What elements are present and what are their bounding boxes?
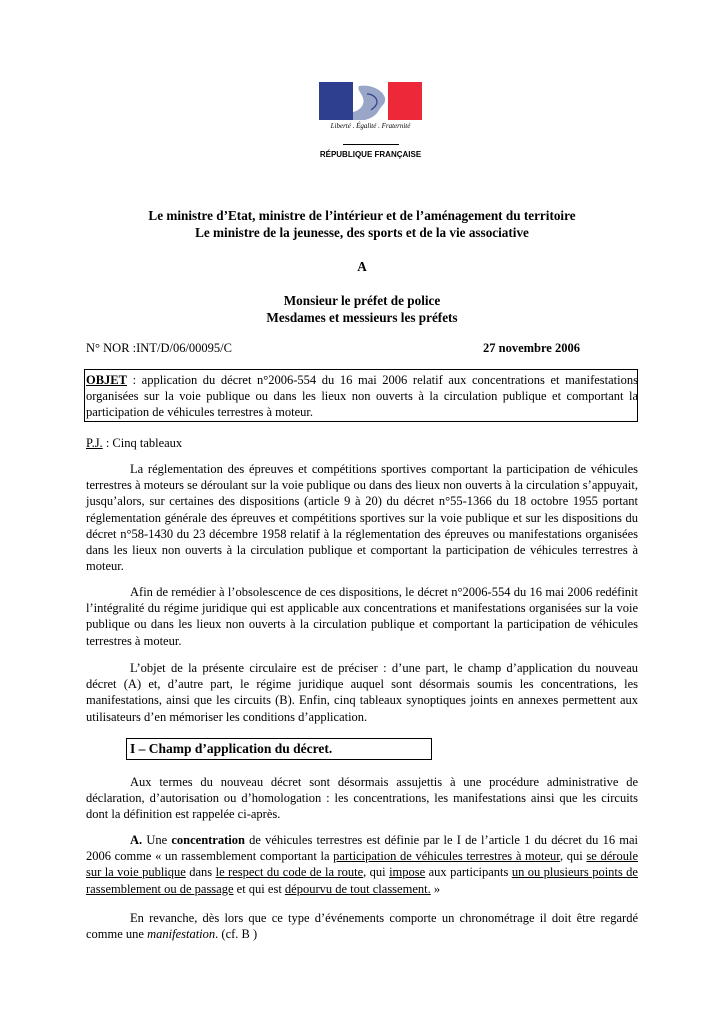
objet-paragraph [86,372,638,421]
paragraph-3: L’objet de la présente circulaire est de préciser : d’une part, le champ d’application du nouveau décret (A) et, d’autre part, le régime juridique auquel sont désormais soumis les concentrations, les manifestations, ainsi que les circuits (B). Enfin, cinq tableaux synoptiques joints en annexes permettent aux utilisateurs d’en mémoriser les conditions d’application. [86,661,638,724]
manifestation-term: manifestation [147,927,216,942]
paragraph-a-text-6: aux participants [425,865,512,880]
paragraph-a-underline-1: participation de véhicules terrestres à moteur [333,849,560,864]
paragraph-a-text-3: , qui [559,849,587,864]
paragraph-a-underline-2: se déroule sur la voie publique [86,849,638,880]
paragraph-a-text-2: de véhicules terrestres est définie par le I de l’article 1 du décret du 16 mai 2006 comme « un rassemblement comportant la [86,833,638,864]
marianne-logo [319,82,422,120]
pj-line [86,435,638,451]
section-title: I – Champ d’application du décret. [130,741,333,756]
paragraph-last-text-1: En revanche, dès lors que ce type d’événements comporte un chronométrage il doit être regardé comme une [86,911,638,942]
republique-francaise-label: RÉPUBLIQUE FRANÇAISE [319,150,422,159]
pj-text: : Cinq tableaux [102,436,183,450]
document-date: 27 novembre 2006 [483,341,580,355]
paragraph-a-underline-6: dépourvu de tout classement. [284,881,431,896]
paragraph-4: Aux termes du nouveau décret sont désormais assujettis à une procédure administrative de déclaration, d’autorisation ou d’homologation : les concentrations, les manifestations ainsi que les circuits dont la définition est rappelée ci-après. [86,775,638,822]
paragraph-a [86,832,638,897]
paragraph-2: Afin de remédier à l’obsolescence de ces dispositions, le décret n°2006-554 du 16 mai 2006 redéfinit l’intégralité du régime juridique qui est applicable aux concentrations et manifestations organisées sur la voie publique ou dans les lieux non ouverts à la circulation publique et comportant la participation de véhicules terrestres à moteur. [86,585,638,648]
recipient-line-1: Monsieur le préfet de police [283,293,441,308]
header-divider [343,144,399,145]
objet-text: : application du décret n°2006-554 du 16 mai 2006 relatif aux concentrations et manifestations organisées sur la voie publique ou dans les lieux non ouverts à la circulation publique et comportant la participation de véhicules terrestres à moteur. [86,373,638,420]
sender-line-1: Le ministre d’Etat, ministre de l’intérieur et de l’aménagement du territoire [148,208,576,223]
paragraph-a-underline-3: le respect du code de la route [215,865,364,880]
concentration-term: concentration [171,833,245,847]
paragraph-a-text-8: » [430,881,441,896]
pj-label: P.J. [86,436,103,450]
paragraph-a-underline-5: un ou plusieurs points de rassemblement ou de passage [86,865,638,896]
paragraph-a-text-5: , qui [363,865,390,880]
paragraph-a-underline-4: impose [389,865,426,880]
paragraph-last [86,910,638,942]
paragraph-last-text-2: . (cf. B ) [215,927,258,942]
sender-line-2: Le ministre de la jeunesse, des sports et de la vie associative [195,225,529,240]
recipient-line-2: Mesdames et messieurs les préfets [266,310,458,325]
reference-number: N° NOR :INT/D/06/00095/C [86,341,232,355]
to-label: A [357,259,367,274]
paragraph-a-text-7: et qui est [233,881,285,896]
republic-motto: Liberté . Égalité . Fraternité [330,122,411,130]
paragraph-a-text-4: dans [185,865,216,880]
paragraph-a-text-1: Une [142,833,172,847]
objet-label: OBJET [86,373,127,387]
paragraph-a-label: A. [130,833,143,847]
paragraph-1: La réglementation des épreuves et compétitions sportives comportant la participation de véhicules terrestres à moteurs se déroulant sur la voie publique ou dans des lieux non ouverts à la circulation s’appuyait, jusqu’alors, sur certaines des dispositions (article 9 à 20) du décret n°55-1366 du 18 octobre 1955 portant réglementation générale des épreuves et compétitions sportives sur la voie publique et sur les dispositions du décret n°58-1430 du 23 décembre 1958 relatif à la réglementation des épreuves ou manifestations organisées dans les lieux non ouverts à la circulation publique et comportant la participation de véhicules terrestres à moteur. [86,462,638,574]
